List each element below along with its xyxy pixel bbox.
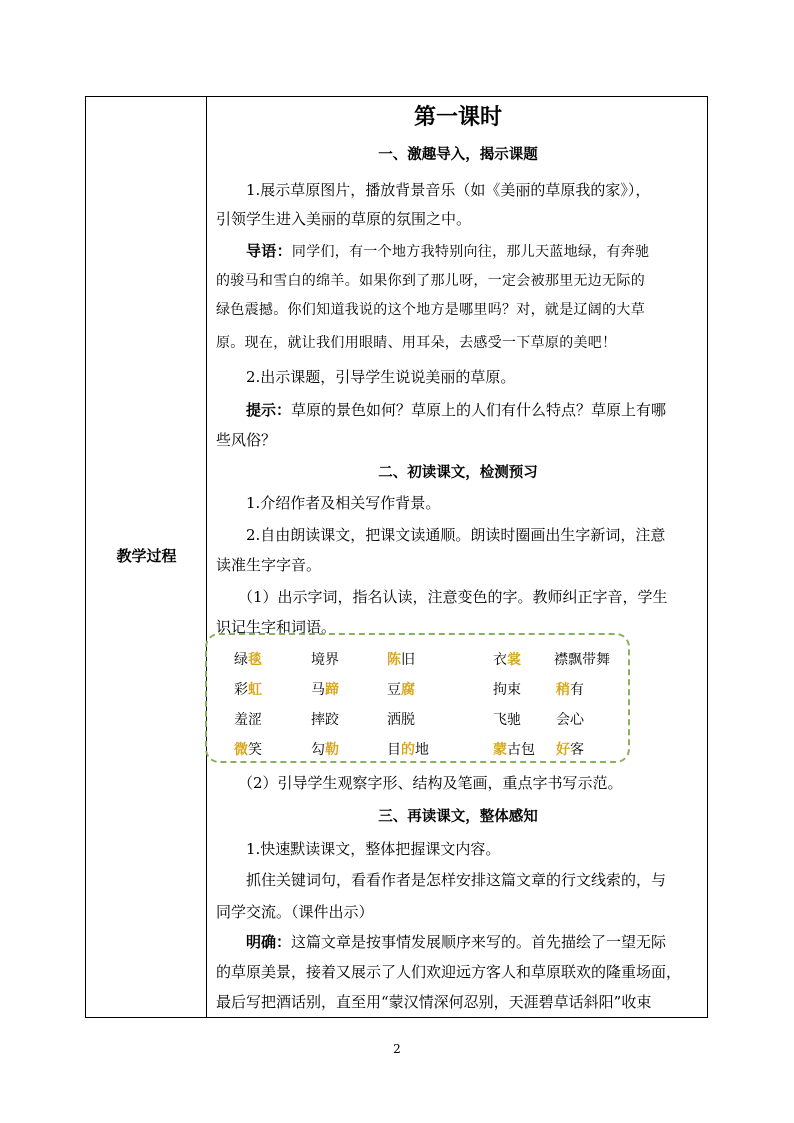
word-item: 稍有 [556,682,584,698]
section1-p2: 2.出示课题，引导学生说说美丽的草原。 [246,368,516,386]
section2-p1: 1.介绍作者及相关写作背景。 [246,494,441,512]
section2-heading: 二、初读课文，检测预习 [378,465,538,481]
word-item: 拘束 [493,682,521,698]
word-item: 洒脱 [387,712,415,728]
word-item: 豆腐 [387,682,415,698]
section2-p2-line1: 2.自由朗读课文，把课文读通顺。朗读时圈画出生字新词，注意 [246,526,666,544]
word-item: 襟飘带舞 [554,652,610,668]
clear-text: 这篇文章是按事情发展顺序来写的。首先描绘了一望无际 [291,933,667,951]
tip-text: 草原的景色如何？草原上的人们有什么特点？草原上有哪 [291,401,667,419]
page-number: 2 [393,1042,401,1056]
word-item: 彩虹 [234,682,262,698]
guide-line1 [216,241,734,262]
vocabulary-box [205,633,630,763]
clear-line1 [216,932,734,952]
word-item: 摔跤 [311,712,339,728]
guide-line4: 原。现在，就让我们用眼睛、用耳朵，去感受一下草原的美吧！ [216,335,617,351]
lesson-table [85,96,708,1018]
word-item: 目的地 [387,742,429,758]
tip-line2: 些风俗？ [216,431,277,449]
section3-heading: 三、再读课文，整体感知 [378,809,538,825]
tip-label: 提示： [246,401,292,419]
guide-line2: 的骏马和雪白的绵羊。如果你到了那儿呀，一定会被那里无边无际的 [216,273,645,289]
section3-p2-line2: 同学交流。（课件出示） [216,903,374,921]
section2-p3-line2: 识记生字和词语。 [216,618,337,636]
word-item: 陈旧 [387,652,415,668]
word-item: 马蹄 [311,682,339,698]
word-item: 境界 [311,652,339,668]
word-item: 羞涩 [234,712,262,728]
word-item: 好客 [556,742,584,758]
left-column [86,97,207,1017]
section3-p1: 1.快速默读课文，整体把握课文内容。 [246,840,501,858]
section2-p3-line1: （1）出示字词，指名认读，注意变色的字。教师纠正字音，学生 [238,588,668,606]
section2-p2-line2: 读准生字字音。 [216,556,322,574]
word-item: 勾勒 [311,742,339,758]
word-item: 绿毯 [234,652,262,668]
guide-line3: 绿色震撼。你们知道我说的这个地方是哪里吗？对，就是辽阔的大草 [216,302,645,318]
word-item: 微笑 [234,742,262,758]
left-label: 教学过程 [116,547,177,565]
section1-p1-line2: 引领学生进入美丽的草原的氛围之中。 [216,210,472,228]
section1-p1-line1: 1.展示草原图片，播放背景音乐（如《美丽的草原我的家》）， [246,181,651,199]
clear-line3: 最后写把酒话别，直至用“蒙汉情深何忍别，天涯碧草话斜阳”收束 [216,993,652,1011]
word-item: 飞驰 [493,712,521,728]
guide-label: 导语： [246,242,292,260]
tip-line1 [216,400,734,420]
lesson-title: 第一课时 [413,105,502,130]
clear-line2: 的草原美景，接着又展示了人们欢迎远方客人和草原联欢的隆重场面， [216,963,682,981]
section3-p2-line1: 抓住关键词句，看看作者是怎样安排这篇文章的行文线索的，与 [246,871,667,889]
word-item: 衣裳 [493,652,521,668]
word-item: 会心 [556,712,584,728]
word-item: 蒙古包 [493,742,535,758]
clear-label: 明确： [246,933,292,951]
section2-p4: （2）引导学生观察字形、结构及笔画，重点字书写示范。 [238,774,623,792]
guide-text: 同学们，有一个地方我特别向往，那儿天蓝地绿，有奔驰 [291,244,650,260]
section1-heading: 一、激趣导入，揭示课题 [378,147,538,163]
